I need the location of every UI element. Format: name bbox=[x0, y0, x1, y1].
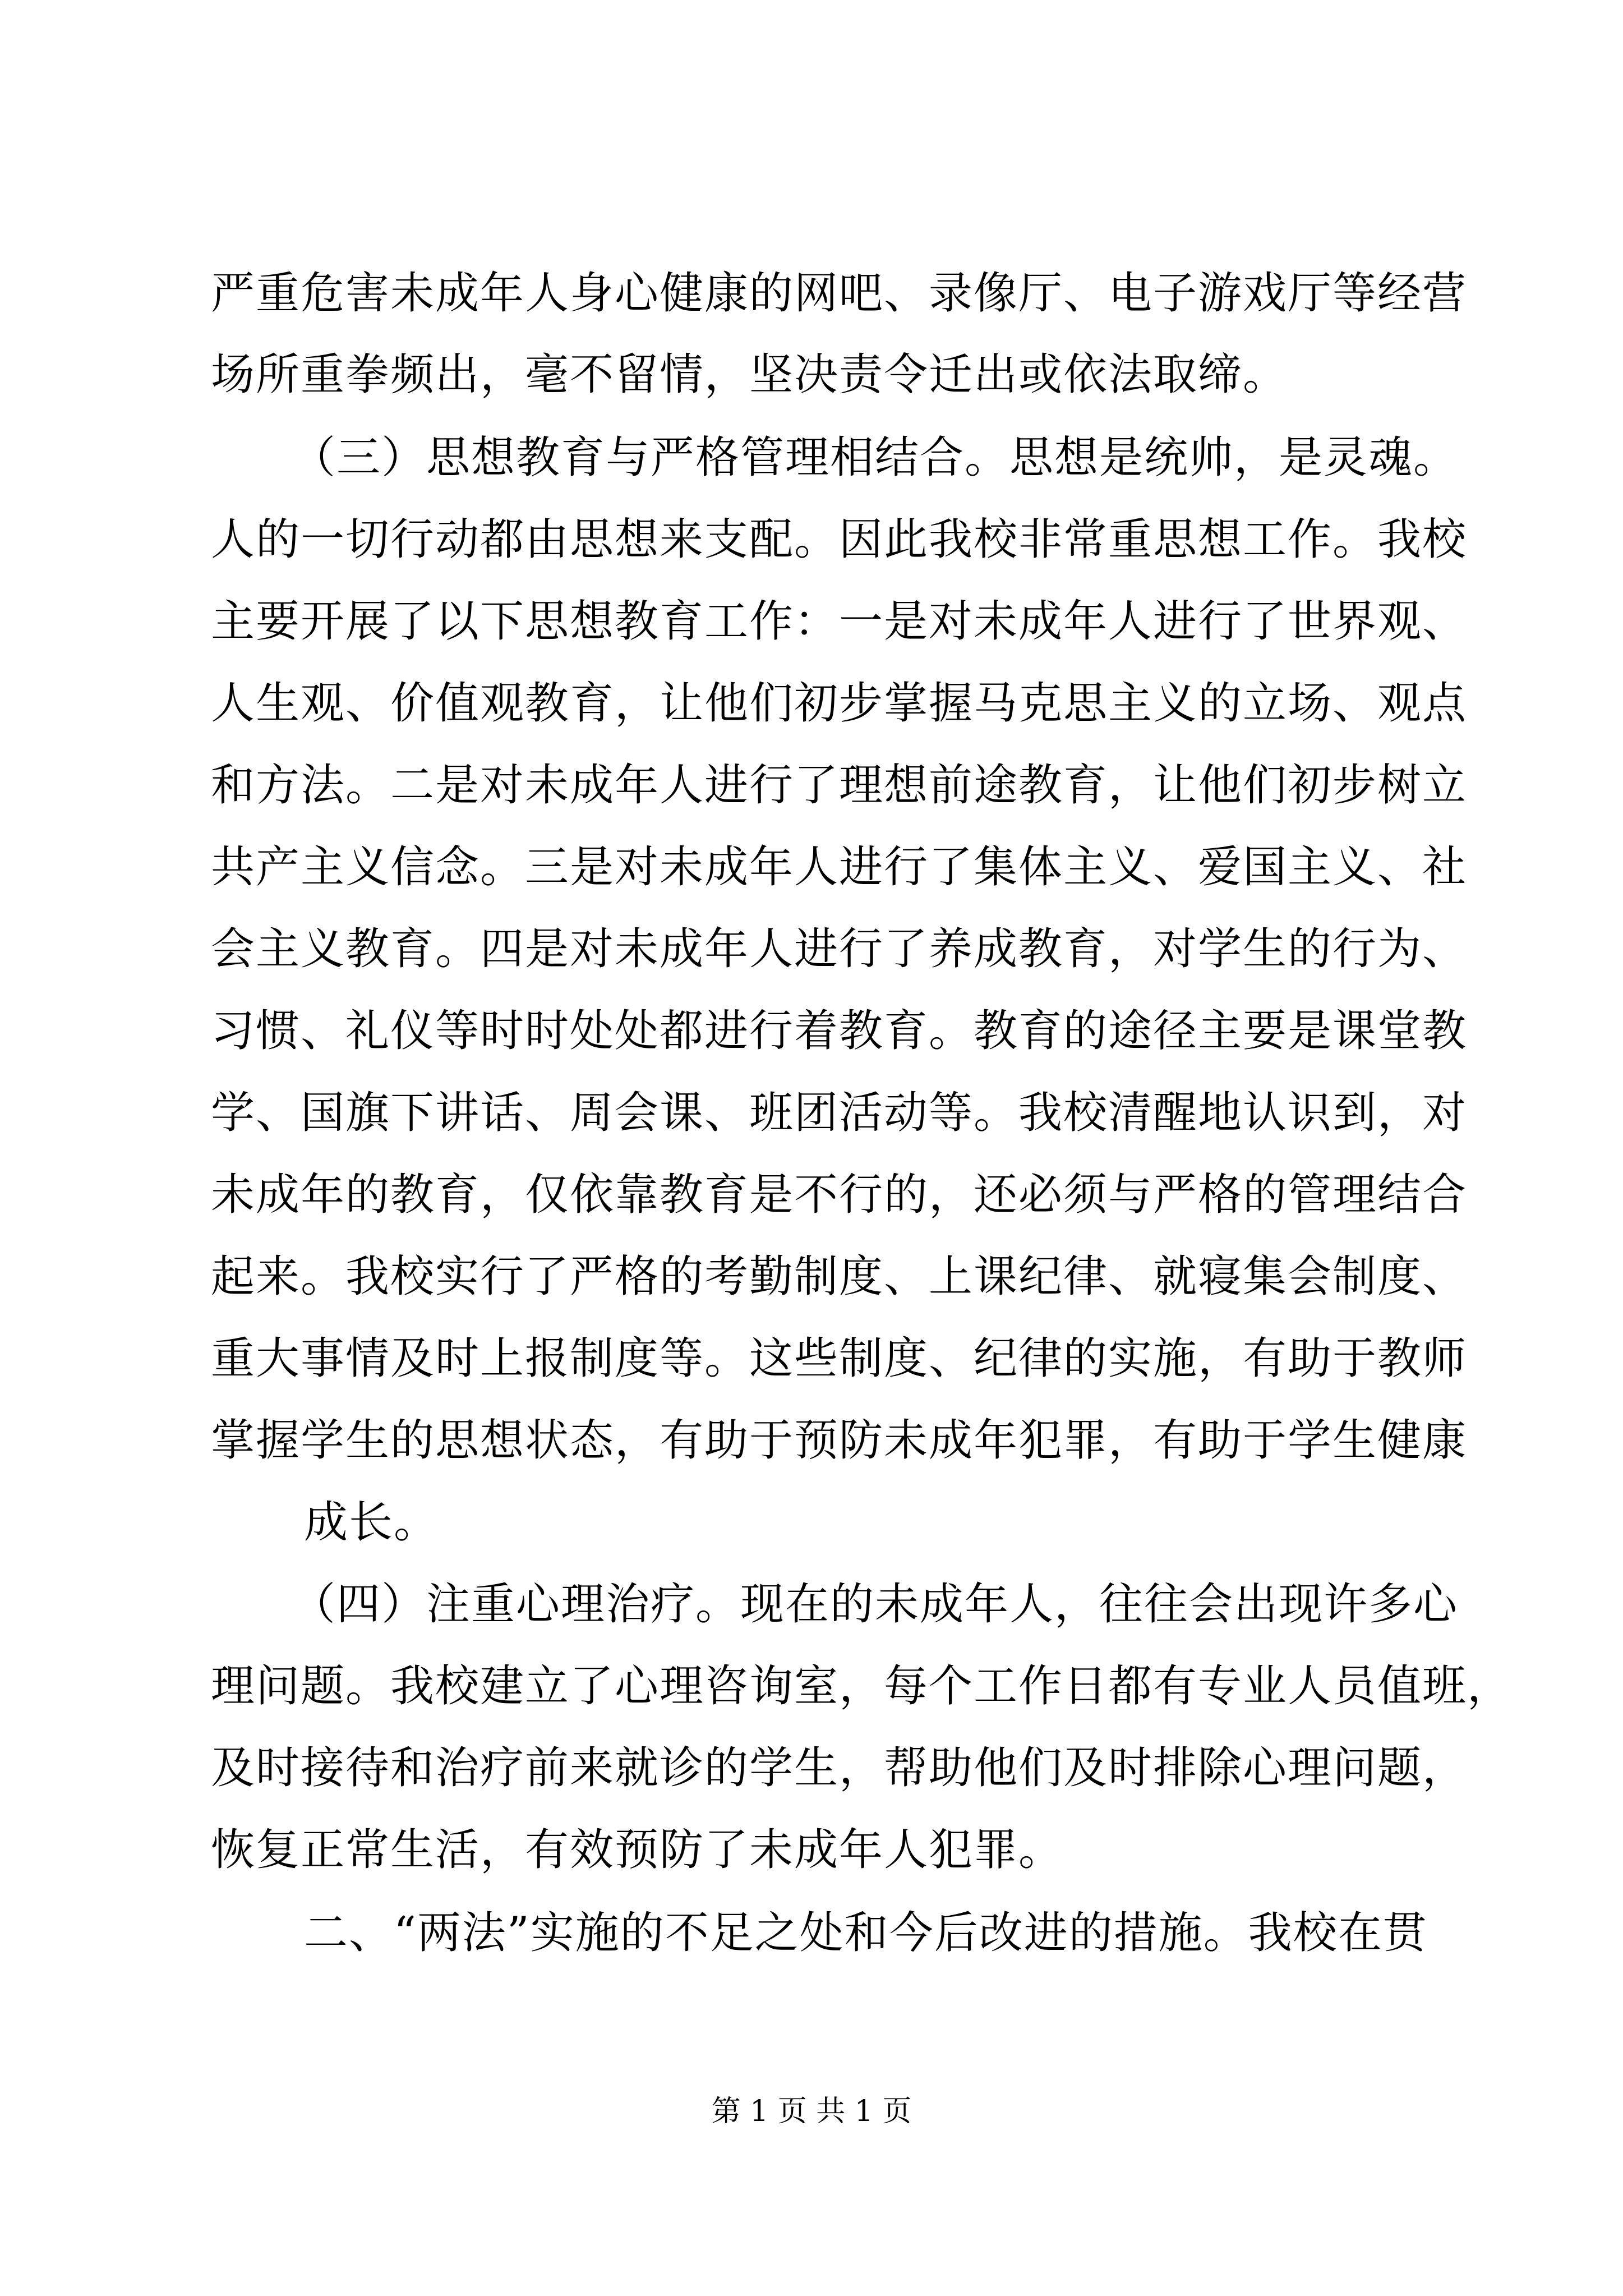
paragraph-line: 起来。我校实行了严格的考勤制度、上课纪律、就寝集会制度、 bbox=[211, 1251, 1468, 1302]
page-footer: 第 1 页 共 1 页 bbox=[711, 2095, 912, 2128]
paragraph-line: 成长。 bbox=[304, 1497, 439, 1548]
paragraph-line: 场所重拳频出，毫不留情，坚决责令迁出或依法取缔。 bbox=[211, 349, 1288, 400]
paragraph-line: 二、“两法”实施的不足之处和今后改进的措施。我校在贯 bbox=[304, 1908, 1428, 1958]
paragraph-line: 习惯、礼仪等时时处处都进行着教育。教育的途径主要是课堂教 bbox=[211, 1006, 1468, 1056]
paragraph-line: 学、国旗下讲话、周会课、班团活动等。我校清醒地认识到，对 bbox=[211, 1088, 1468, 1138]
paragraph-line: 共产主义信念。三是对未成年人进行了集体主义、爱国主义、社 bbox=[211, 842, 1468, 892]
paragraph-line: （三）思想教育与严格管理相结合。思想是统帅，是灵魂。 bbox=[292, 432, 1459, 483]
paragraph-line: 主要开展了以下思想教育工作：一是对未成年人进行了世界观、 bbox=[211, 596, 1468, 647]
paragraph-line: 和方法。二是对未成年人进行了理想前途教育，让他们初步树立 bbox=[211, 760, 1468, 811]
paragraph-line: （四）注重心理治疗。现在的未成年人，往往会出现许多心 bbox=[292, 1579, 1459, 1630]
paragraph-line: 人生观、价值观教育，让他们初步掌握马克思主义的立场、观点 bbox=[211, 678, 1468, 729]
paragraph-line: 掌握学生的思想状态，有助于预防未成年犯罪，有助于学生健康 bbox=[211, 1415, 1468, 1466]
paragraph-line: 严重危害未成年人身心健康的网吧、录像厅、电子游戏厅等经营 bbox=[211, 268, 1468, 319]
paragraph-line: 恢复正常生活，有效预防了未成年人犯罪。 bbox=[211, 1825, 1064, 1875]
paragraph-line: 未成年的教育，仅依靠教育是不行的，还必须与严格的管理结合 bbox=[211, 1170, 1468, 1220]
paragraph-line: 理问题。我校建立了心理咨询室，每个工作日都有专业人员值班， bbox=[211, 1661, 1513, 1711]
paragraph-line: 及时接待和治疗前来就诊的学生，帮助他们及时排除心理问题， bbox=[211, 1743, 1468, 1793]
paragraph-line: 人的一切行动都由思想来支配。因此我校非常重思想工作。我校 bbox=[211, 514, 1468, 565]
paragraph-line: 重大事情及时上报制度等。这些制度、纪律的实施，有助于教师 bbox=[211, 1333, 1468, 1384]
paragraph-line: 会主义教育。四是对未成年人进行了养成教育，对学生的行为、 bbox=[211, 924, 1468, 974]
